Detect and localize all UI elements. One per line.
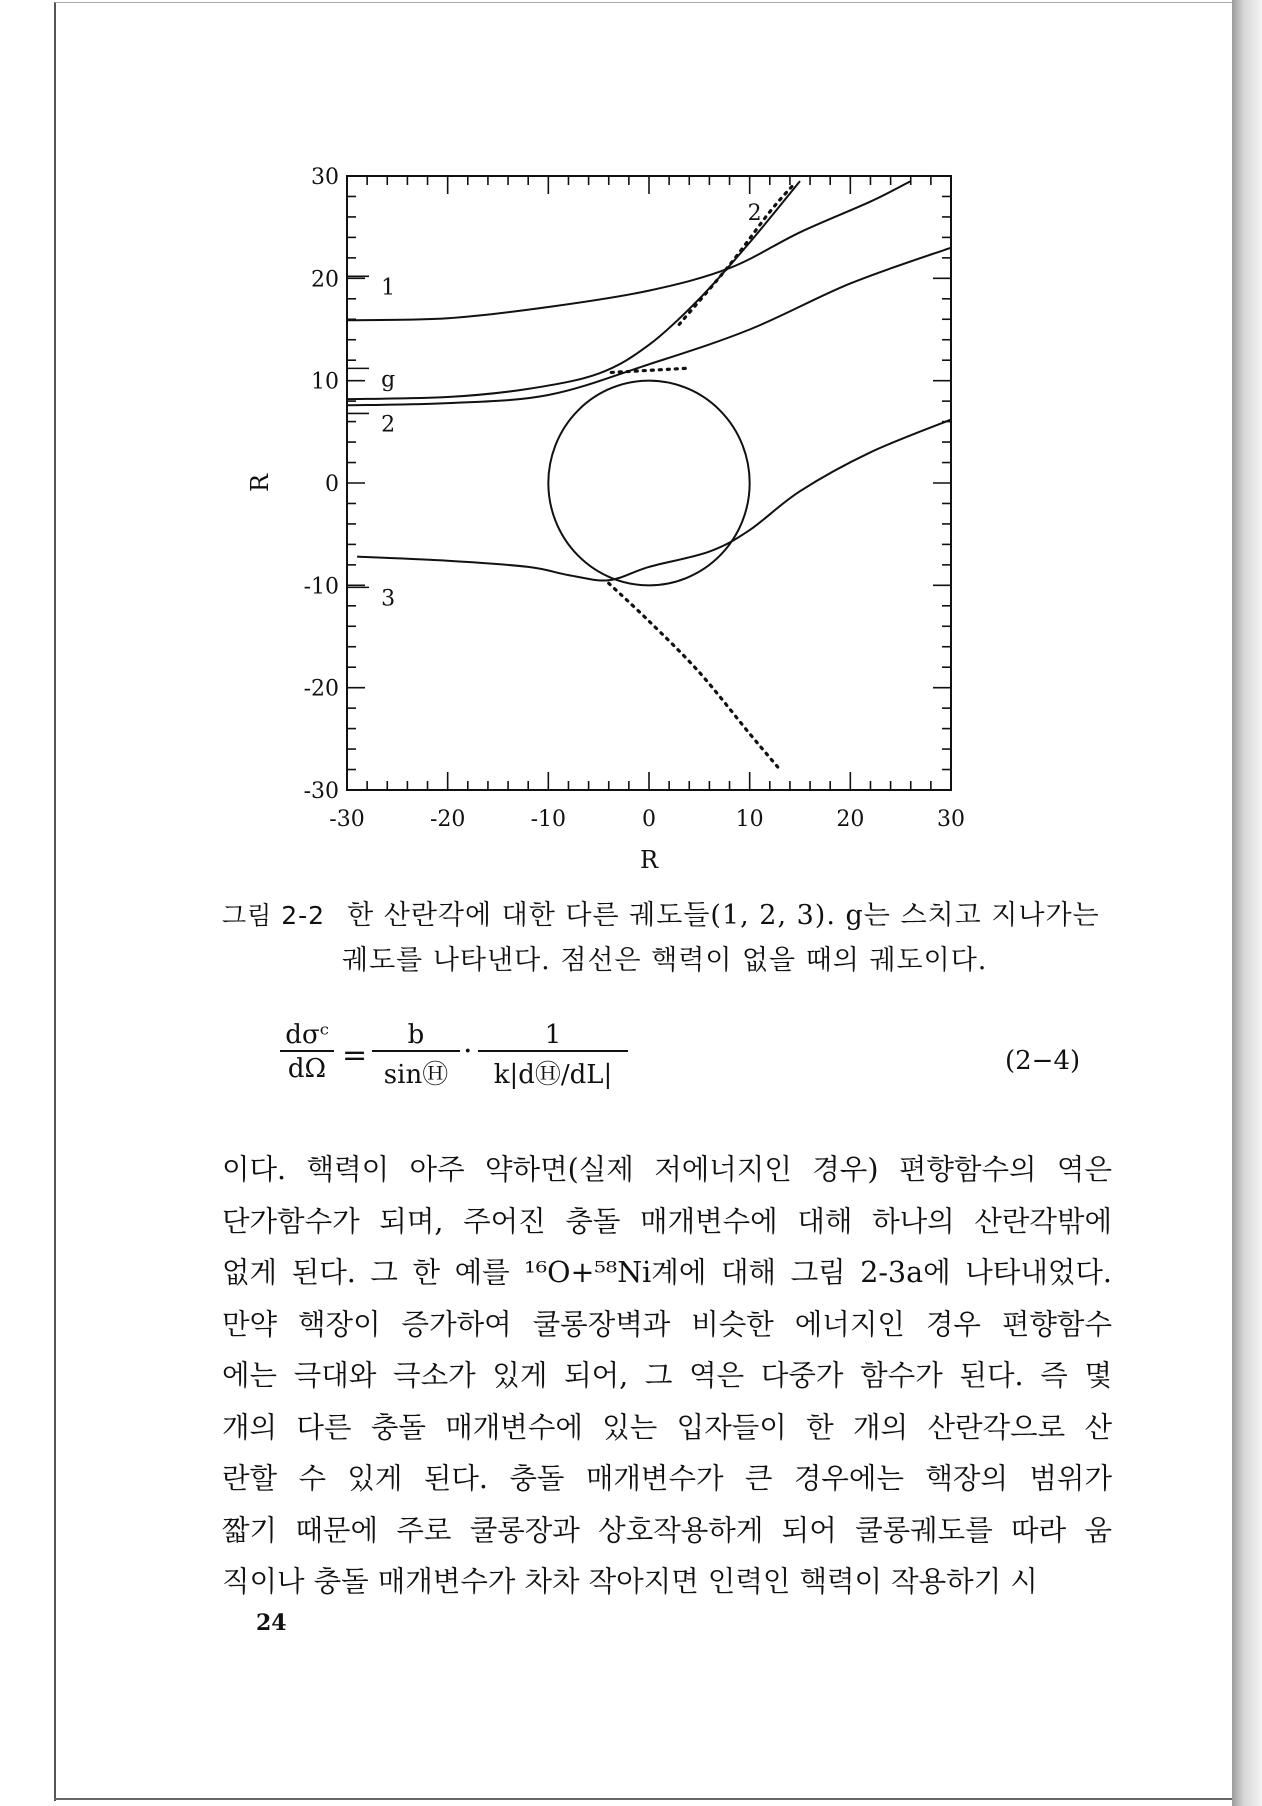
body-line: 개의 다른 충돌 매개변수에 있는 입자들이 한 개의 산란각으로 산: [222, 1410, 1112, 1444]
curve-label: 1: [381, 275, 396, 301]
x-axis-title: R: [639, 846, 659, 874]
x-tick-label: 30: [937, 807, 965, 832]
plot-frame: [347, 176, 951, 790]
fraction-1-numerator: b: [407, 1020, 425, 1050]
nucleus-circle: [548, 381, 749, 586]
fraction-2-denominator: k|dⒽ/dL|: [478, 1050, 628, 1091]
y-axis-title: R: [246, 473, 274, 493]
x-tick-label: -30: [329, 807, 365, 832]
caption-text-1: 한 산란각에 대한 다른 궤도들(1, 2, 3). g는 스치고 지나가는: [347, 900, 1100, 931]
body-line: 에는 극대와 극소가 있게 되어, 그 역은 다중가 함수가 된다. 즉 몇: [222, 1359, 1112, 1392]
y-tick-label: 20: [311, 267, 339, 293]
y-tick-label: -30: [303, 779, 339, 804]
trajectory-curve: [347, 181, 911, 320]
multiply-dot: ·: [463, 1034, 473, 1069]
x-tick-label: 10: [735, 807, 764, 832]
body-line: 없게 된다. 그 한 예를 ¹⁶O+⁵⁸Ni계에 대해 그림 2-3a에 나타내었다.: [222, 1256, 1112, 1289]
fraction-2: [478, 1020, 628, 1091]
fraction-1-denominator: sinⒽ: [372, 1050, 460, 1091]
curve-label: g: [381, 367, 396, 393]
trajectory-dotted: [611, 368, 685, 372]
trajectory-figure: [0, 0, 1262, 880]
equals-sign: =: [342, 1038, 368, 1073]
figure-label: 그림 2-2: [222, 901, 326, 930]
trajectory-curve: [357, 420, 951, 581]
body-line: 단가함수가 되며, 주어진 충돌 매개변수에 대해 하나의 산란각밖에: [222, 1204, 1112, 1238]
trajectory-dotted: [609, 583, 780, 769]
page-bottom-edge: [54, 1798, 1232, 1800]
x-tick-label: 0: [642, 807, 656, 832]
x-tick-label: -10: [530, 807, 567, 832]
trajectory-dotted: [679, 183, 795, 324]
fraction-2-numerator: 1: [544, 1020, 562, 1050]
fraction-1: [372, 1020, 460, 1091]
y-tick-label: 0: [325, 472, 339, 497]
curve-label: 2: [747, 200, 762, 226]
lhs-denominator: dΩ: [280, 1050, 334, 1084]
equation-number: (2−4): [1005, 1046, 1081, 1076]
x-tick-label: 20: [836, 807, 865, 832]
body-line: 이다. 핵력이 아주 약하면(실제 저에너지인 경우) 편향함수의 역은: [222, 1153, 1112, 1186]
body-line: 만약 핵장이 증가하여 쿨롱장벽과 비슷한 에너지인 경우 편향함수: [222, 1307, 1112, 1341]
body-line: 란할 수 있게 된다. 충돌 매개변수가 큰 경우에는 핵장의 범위가: [222, 1462, 1112, 1495]
figure-caption-line1: [222, 893, 1122, 932]
x-tick-label: -20: [429, 807, 466, 832]
y-tick-label: -10: [303, 574, 339, 600]
body-line: 직이나 충돌 매개변수가 차차 작아지면 인력인 핵력이 작용하기 시: [222, 1565, 1038, 1598]
lhs-numerator: dσᶜ: [285, 1020, 329, 1050]
trajectory-curve: [347, 181, 800, 399]
equation-2-4: [280, 1020, 1080, 1100]
body-paragraph: [222, 1144, 1112, 1608]
page-number: 24: [256, 1610, 287, 1636]
figure-caption-line2: 궤도를 나타낸다. 점선은 핵력이 없을 때의 궤도이다.: [342, 945, 988, 976]
y-tick-label: -20: [303, 676, 339, 702]
lhs-fraction: [280, 1020, 334, 1084]
curve-label: 2: [381, 412, 396, 438]
y-tick-label: 30: [311, 165, 339, 190]
y-tick-label: 10: [311, 369, 339, 395]
curve-label: 3: [381, 586, 396, 612]
body-line: 짧기 때문에 주로 쿨롱장과 상호작용하게 되어 쿨롱궤도를 따라 움: [222, 1513, 1112, 1547]
